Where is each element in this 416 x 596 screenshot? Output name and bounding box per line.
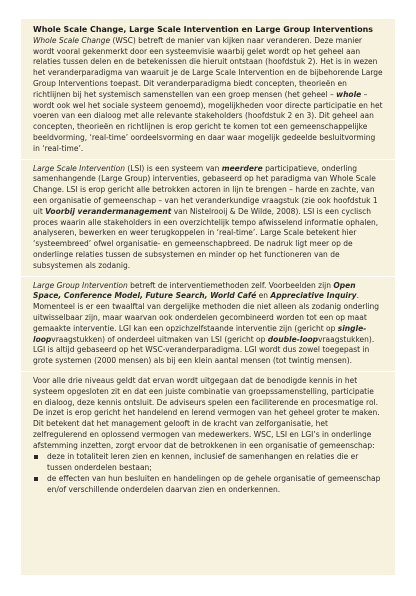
method-names: Open Space, Conference Model, Future Search, World Café	[33, 280, 356, 301]
method-appreciative-inquiry: Appreciative Inquiry	[270, 291, 357, 301]
term-large-group-intervention: Large Group Intervention	[33, 280, 128, 290]
divider	[21, 159, 395, 160]
box-title: Whole Scale Change, Large Scale Intervention en Large Group Interventions	[33, 25, 373, 34]
term-double-loop: double-loop	[267, 334, 319, 344]
square-bullet-icon	[34, 455, 38, 459]
paragraph-lsi: Large Scale Intervention (LSI) is een systeem van meerdere participatieve, onderling samenhangende (Large Group) interventies, gebaseerd op het paradigma van Whole Scale Change. LSI is erop gericht alle betrokken actoren in lijn te brengen – harde en zachte, van een organisatie of gemeenschap – van het veranderkundige vraagstuk (zie ook hoofdstuk 1 uit Voorbij verandermanagement van Nistelrooij & De Wilde, 2008). LSI is een cyclisch proces waarin alle stakeholders in een overzichtelijk tempo afwisselend informatie ophalen, analyseren, bewerken en weer terugkoppelen in ‘real-time’. Large Scale betekent hier ‘systeembreed’ ofwel organisatie- en gemeenschapbreed. De nadruk ligt meer op de onderlinge relaties tussen de subsystemen en minder op het functioneren van de subsystemen als zodanig.	[33, 163, 379, 270]
text-box	[21, 19, 395, 575]
term-large-scale-intervention: Large Scale Intervention	[33, 163, 125, 173]
term-whole-scale-change: Whole Scale Change	[33, 35, 111, 45]
book-title: Voorbij verandermanagement	[45, 206, 172, 216]
divider	[21, 371, 395, 372]
divider	[21, 276, 395, 277]
list-item: deze in totaliteit leren zien en kennen, inclusief de samenhangen en relaties die er tussen onderdelen bestaan;	[33, 452, 383, 474]
paragraph-summary: Voor alle drie niveaus geldt dat ervan wordt uitgegaan dat de benodigde kennis in het systeem opgesloten zit en dat een juiste combinatie van groepssamenstelling, participatie en dialoog, deze kennis ontsluit. De adviseurs spelen een faciliterende en procesmatige rol. De inzet is erop gericht het handelend en lerend vermogen van het geheel groter te maken. Dit betekent dat het management gelooft in de kracht van zelforganisatie, het zelfregulerend en oplossend vermogen van medewerkers. WSC, LSI en LGI’s in onderlinge afstemming inzetten, zorgt ervoor dat de betrokkenen in een organisatie of gemeenschap:	[33, 375, 380, 450]
term-single-loop: single-loop	[33, 323, 367, 344]
bullet-list	[33, 452, 383, 495]
paragraph-wsc: Whole Scale Change (WSC) betreft de manier van kijken naar veranderen. Deze manier wordt vooral gekenmerkt door een systeemvisie waarbij gelet wordt op het geheel aan relaties tussen delen en de betekenissen die hieruit ontstaan (hoofdstuk 2). Het is in wezen het veranderparadigma van waaruit je de Large Scale Intervention en de bijbehorende Large Group Interventions toepast. Dit veranderparadigma biedt concepten, theorieën en richtlijnen bij het systemisch samenstellen van een groep mensen (het geheel – whole – wordt ook wel het sociale systeem genoemd), mogelijkheden voor directe participatie en het voeren van een dialoog met alle relevante stakeholders (hoofdstuk 2 en 3). Dit geheel aan concepten, theorieën en richtlijnen is erop gericht te komen tot een gemeenschappelijke beeldvorming, ‘real-time’ oordeelsvorming en daar waar mogelijk gedeelde besluitvorming in ‘real-time’.	[33, 35, 383, 153]
paragraph-lgi: Large Group Intervention betreft de interventiemethoden zelf. Voorbeelden zijn Open Space, Conference Model, Future Search, World Café en Appreciative Inquiry. Momenteel is er een twaalftal van dergelijke methoden die niet alleen als zodanig onderling uitwisselbaar zijn, maar waarvan ook onderdelen gecombineerd worden tot een op maat gemaakte interventie. LGI kan een opzichzelfstaande interventie zijn (gericht op single-loopvraagstukken) of onderdeel uitmaken van LSI (gericht op double-loopvraagstukken). LGI is altijd gebaseerd op het WSC-veranderparadigma. LGI wordt dus zowel toegepast in grote systemen (2000 mensen) als bij een klein aantal mensen (tot twintig mensen).	[33, 280, 380, 366]
list-item: de effecten van hun besluiten en handelingen op de gehele organisatie of gemeenschap en/of verschillende onderdelen daarvan zien en onderkennen.	[33, 474, 383, 496]
term-meerdere: meerdere	[221, 163, 263, 173]
square-bullet-icon	[34, 477, 38, 481]
term-whole: whole	[336, 89, 362, 99]
